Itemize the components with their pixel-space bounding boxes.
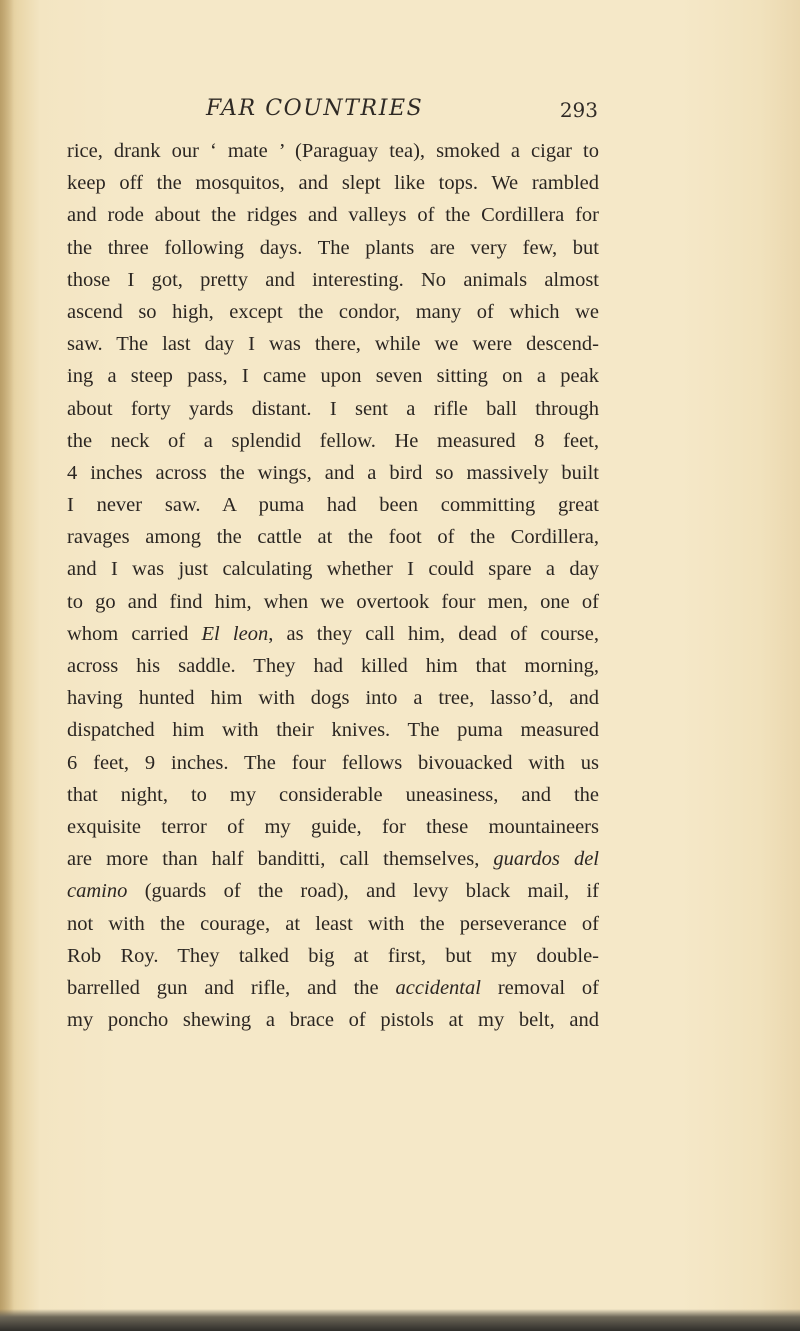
text-line	[67, 264, 599, 296]
text-segment: Rob Roy. They talked big at first, but my double-	[67, 944, 599, 967]
text-segment: about forty yards distant. I sent a rifle ball through	[67, 397, 599, 420]
text-line	[67, 167, 599, 199]
text-segment: and rode about the ridges and valleys of the Cordillera for	[67, 204, 599, 227]
text-line	[67, 1004, 599, 1036]
text-segment: rice, drank our ‘ mate ’ (Paraguay tea), smoked a cigar to	[67, 140, 599, 162]
text-line	[67, 779, 599, 811]
text-line	[67, 232, 599, 264]
text-line	[67, 296, 599, 328]
text-line	[67, 393, 599, 425]
text-line	[67, 199, 599, 231]
text-segment: not with the courage, at least with the perseverance of	[67, 912, 599, 935]
italic-text: guardos del	[493, 848, 599, 871]
text-line	[67, 425, 599, 457]
text-segment: that night, to my considerable uneasiness, and the	[67, 783, 599, 806]
text-segment: 4 inches across the wings, and a bird so massively built	[67, 461, 599, 484]
page-binding-shadow	[0, 0, 14, 1331]
text-segment: the three following days. The plants are very few, but	[67, 236, 599, 259]
text-line	[67, 135, 599, 167]
text-segment: removal of	[480, 976, 599, 999]
italic-text: El leon	[201, 622, 269, 645]
text-line	[67, 457, 599, 489]
text-line	[67, 521, 599, 553]
text-segment: (guards of the road), and levy black mail, if	[127, 880, 599, 903]
text-segment: whom carried	[67, 622, 202, 645]
body-text	[67, 135, 599, 1036]
page-bottom-edge	[0, 1309, 800, 1331]
text-segment: ascend so high, except the condor, many of which we	[67, 300, 599, 323]
text-line	[67, 682, 599, 714]
text-segment: and I was just calculating whether I could spare a day	[67, 558, 599, 581]
text-segment: ravages among the cattle at the foot of the Cordillera,	[67, 526, 599, 549]
text-segment: I never saw. A puma had been committing great	[67, 494, 599, 517]
text-line	[67, 489, 599, 521]
text-line	[67, 586, 599, 618]
italic-text: camino	[67, 880, 128, 903]
italic-text: accidental	[395, 976, 481, 999]
text-line	[67, 875, 599, 907]
text-segment: 6 feet, 9 inches. The four fellows bivouacked with us	[67, 751, 599, 774]
text-segment: saw. The last day I was there, while we were descend-	[67, 333, 599, 356]
running-head-title: FAR COUNTRIES	[206, 96, 424, 121]
text-line	[67, 650, 599, 682]
text-line	[67, 747, 599, 779]
text-line	[67, 811, 599, 843]
text-segment: having hunted him with dogs into a tree, lasso’d, and	[67, 687, 599, 710]
text-segment: barrelled gun and rifle, and the	[67, 976, 396, 999]
text-segment: are more than half banditti, call themselves,	[67, 848, 494, 871]
page-number: 293	[559, 98, 598, 122]
text-line	[67, 972, 599, 1004]
text-line	[67, 618, 599, 650]
text-segment: my poncho shewing a brace of pistols at my belt, and	[67, 1009, 599, 1032]
text-segment: keep off the mosquitos, and slept like tops. We rambled	[67, 172, 599, 195]
text-line	[67, 940, 599, 972]
text-line	[67, 553, 599, 585]
text-line	[67, 714, 599, 746]
text-segment: dispatched him with their knives. The puma measured	[67, 719, 599, 742]
text-segment: across his saddle. They had killed him that morning,	[67, 655, 599, 677]
text-segment: those I got, pretty and interesting. No animals almost	[67, 268, 599, 291]
text-segment: ing a steep pass, I came upon seven sitting on a peak	[67, 365, 599, 388]
text-line	[67, 328, 599, 360]
text-segment: exquisite terror of my guide, for these mountaineers	[67, 815, 599, 838]
text-segment: , as they call him, dead of course,	[268, 622, 599, 645]
running-head	[66, 96, 618, 132]
text-line	[67, 908, 599, 940]
text-line	[67, 360, 599, 392]
text-segment: the neck of a splendid fellow. He measured 8 feet,	[67, 429, 599, 452]
text-line	[67, 843, 599, 875]
text-segment: to go and find him, when we overtook four men, one of	[67, 590, 599, 613]
